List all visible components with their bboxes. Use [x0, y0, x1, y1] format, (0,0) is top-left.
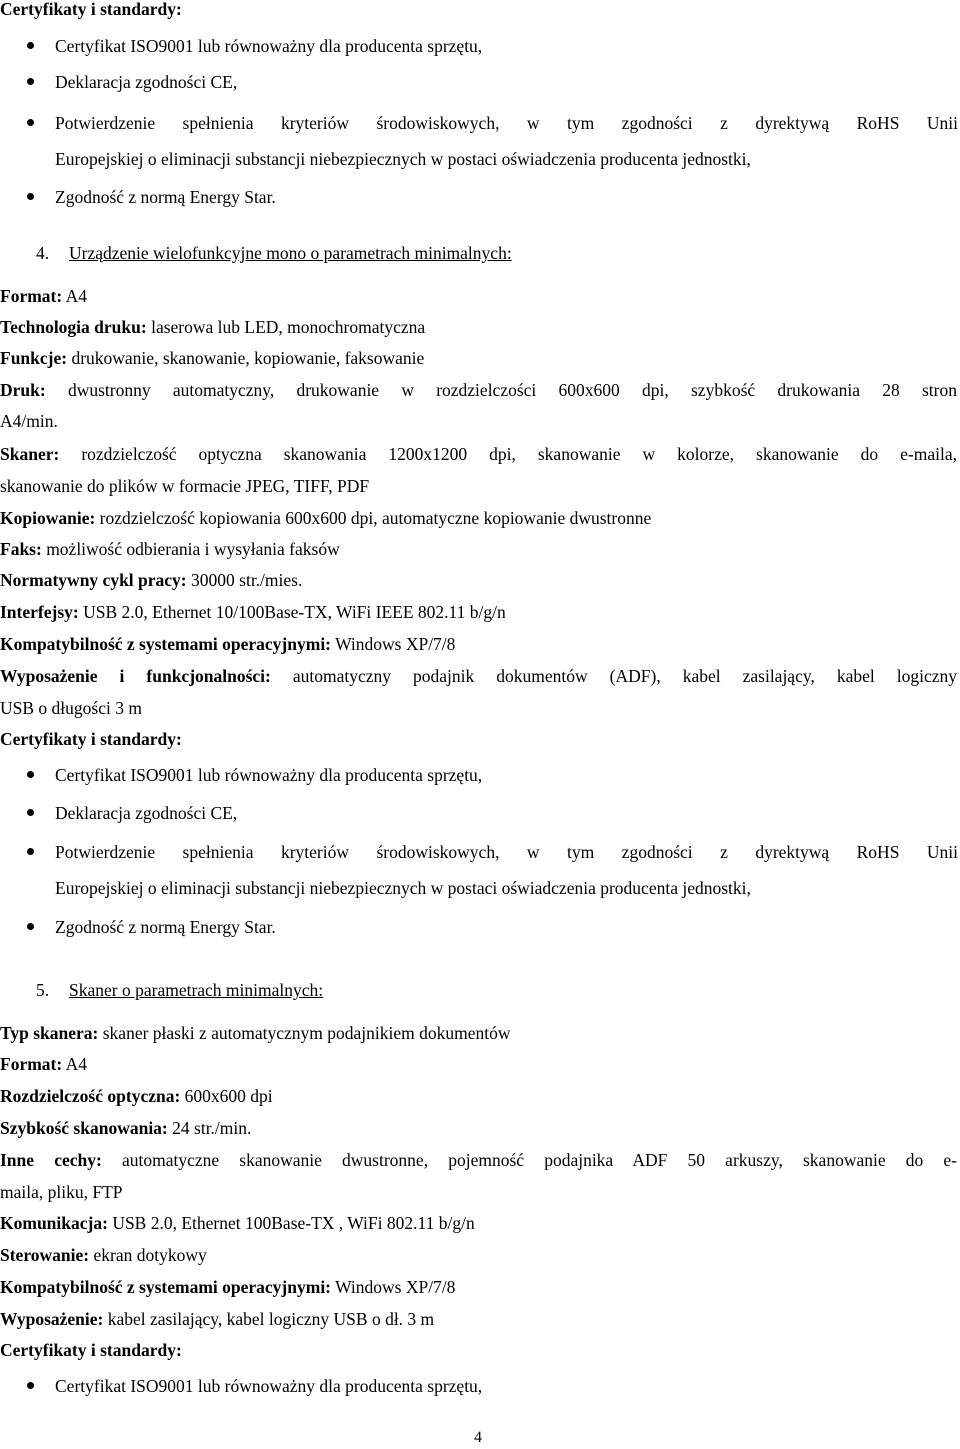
bullet — [26, 35, 36, 57]
spec-format: Format: A4 — [0, 1054, 88, 1074]
cert-item: Zgodność z normą Energy Star. — [55, 187, 276, 207]
cert-item: Certyfikat ISO9001 lub równoważny dla producenta sprzętu, — [55, 1376, 483, 1396]
section-4-number: 4. — [36, 243, 50, 263]
cert-heading-section-5: Certyfikaty i standardy: — [0, 1340, 182, 1360]
spec-interfejsy: Interfejsy: USB 2.0, Ethernet 10/100Base-TX, WiFi IEEE 802.11 b/g/n — [0, 602, 506, 622]
bullet — [26, 112, 36, 134]
bullet — [26, 841, 36, 863]
bullet — [26, 1375, 36, 1397]
cert-heading-top: Certyfikaty i standardy: — [0, 0, 182, 19]
cert-item-continuation: Europejskiej o eliminacji substancji niebezpiecznych w postaci oświadczenia producenta jednostki, — [55, 149, 751, 169]
cert-item: Certyfikat ISO9001 lub równoważny dla producenta sprzętu, — [55, 765, 483, 785]
spec-kompatybilnosc: Kompatybilność z systemami operacyjnymi: Windows XP/7/8 — [0, 1277, 456, 1297]
cert-heading-section-4: Certyfikaty i standardy: — [0, 729, 182, 749]
cert-item: Potwierdzenie spełnienia kryteriów środowiskowych, w tym zgodności z dyrektywą RoHS Unii — [55, 842, 958, 862]
spec-funkcje: Funkcje: drukowanie, skanowanie, kopiowanie, faksowanie — [0, 348, 425, 368]
bullet — [26, 186, 36, 208]
spec-typ-skanera: Typ skanera: skaner płaski z automatycznym podajnikiem dokumentów — [0, 1023, 511, 1043]
section-4-title: Urządzenie wielofunkcyjne mono o parametrach minimalnych: — [69, 243, 512, 263]
cert-item-continuation: Europejskiej o eliminacji substancji niebezpiecznych w postaci oświadczenia producenta jednostki, — [55, 878, 751, 898]
spec-skaner: Skaner: rozdzielczość optyczna skanowania 1200x1200 dpi, skanowanie w kolorze, skanowanie do e-maila, — [0, 444, 957, 464]
section-5-number: 5. — [36, 980, 50, 1000]
spec-rozdzielczosc: Rozdzielczość optyczna: 600x600 dpi — [0, 1086, 273, 1106]
spec-inne-cechy: Inne cechy: automatyczne skanowanie dwustronne, pojemność podajnika ADF 50 arkuszy, skanowanie do e- — [0, 1150, 957, 1170]
spec-format: Format: A4 — [0, 286, 88, 306]
bullet — [26, 764, 36, 786]
cert-item: Potwierdzenie spełnienia kryteriów środowiskowych, w tym zgodności z dyrektywą RoHS Unii — [55, 113, 958, 133]
spec-kopiowanie: Kopiowanie: rozdzielczość kopiowania 600x600 dpi, automatyczne kopiowanie dwustronne — [0, 508, 652, 528]
spec-cykl: Normatywny cykl pracy: 30000 str./mies. — [0, 570, 303, 590]
cert-item: Deklaracja zgodności CE, — [55, 803, 238, 823]
spec-szybkosc: Szybkość skanowania: 24 str./min. — [0, 1118, 252, 1138]
cert-item: Deklaracja zgodności CE, — [55, 72, 238, 92]
spec-druk: Druk: dwustronny automatyczny, drukowanie w rozdzielczości 600x600 dpi, szybkość drukowania 28 stron — [0, 380, 957, 400]
spec-wyposazenie-continuation: USB o długości 3 m — [0, 698, 142, 718]
spec-druk-continuation: A4/min. — [0, 411, 58, 431]
spec-skaner-continuation: skanowanie do plików w formacie JPEG, TIFF, PDF — [0, 476, 370, 496]
spec-wyposazenie: Wyposażenie: kabel zasilający, kabel logiczny USB o dł. 3 m — [0, 1309, 435, 1329]
section-5-title: Skaner o parametrach minimalnych: — [69, 980, 324, 1000]
bullet — [26, 802, 36, 824]
cert-item: Certyfikat ISO9001 lub równoważny dla producenta sprzętu, — [55, 36, 483, 56]
spec-sterowanie: Sterowanie: ekran dotykowy — [0, 1245, 207, 1265]
bullet — [26, 71, 36, 93]
cert-item: Zgodność z normą Energy Star. — [55, 917, 276, 937]
spec-faks: Faks: możliwość odbierania i wysyłania faksów — [0, 539, 340, 559]
page-number: 4 — [474, 1429, 482, 1446]
spec-kompatybilnosc: Kompatybilność z systemami operacyjnymi: Windows XP/7/8 — [0, 634, 456, 654]
spec-inne-cechy-continuation: maila, pliku, FTP — [0, 1182, 123, 1202]
spec-wyposazenie: Wyposażenie i funkcjonalności: automatyczny podajnik dokumentów (ADF), kabel zasilający, kabel logiczny — [0, 666, 957, 686]
spec-technologia: Technologia druku: laserowa lub LED, monochromatyczna — [0, 317, 426, 337]
bullet — [26, 916, 36, 938]
spec-komunikacja: Komunikacja: USB 2.0, Ethernet 100Base-TX , WiFi 802.11 b/g/n — [0, 1213, 475, 1233]
